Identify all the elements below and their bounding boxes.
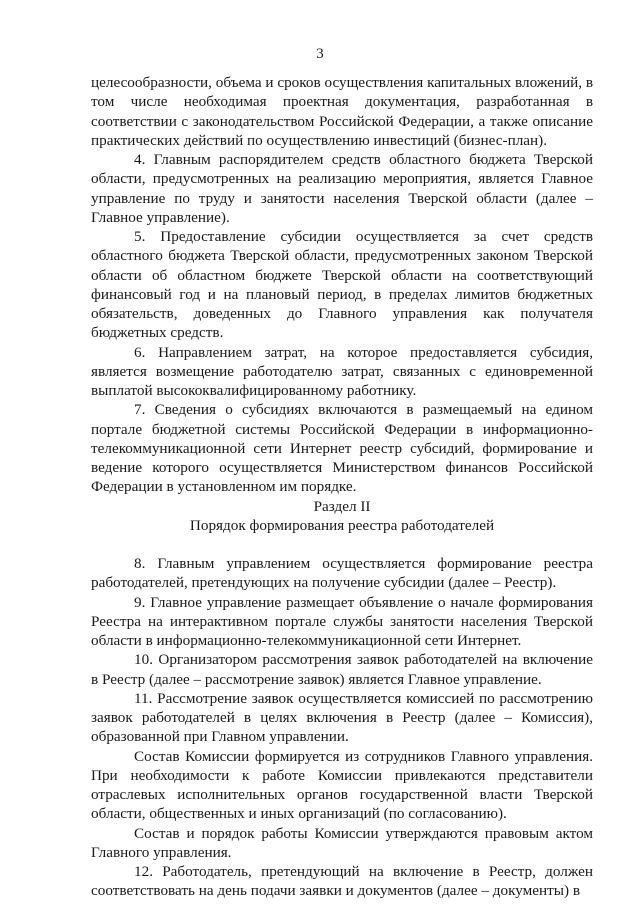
paragraph-commission-procedure: Состав и порядок работы Комиссии утверждаются правовым актом Главного управления. <box>91 824 593 861</box>
paragraph-10: 10. Организатором рассмотрения заявок работодателей на включение в Реестр (далее – рассмотрение заявок) является Главное управление. <box>91 651 593 688</box>
paragraph-9: 9. Главное управление размещает объявление о начале формирования Реестра на интерактивном портале службы занятости населения Тверской области в информационно-телекоммуникационной сети Интернет. <box>91 593 593 649</box>
paragraph-4: 4. Главным распорядителем средств областного бюджета Тверской области, предусмотренных на реализацию мероприятия, является Главное управление по труду и занятости населения Тверской области (далее – Главное управление). <box>91 151 593 226</box>
section-title: Порядок формирования реестра работодателей <box>189 516 495 534</box>
paragraph-11: 11. Рассмотрение заявок осуществляется комиссией по рассмотрению заявок работодателей в целях включения в Реестр (далее – Комиссия), образованной при Главном управлении. <box>91 689 593 746</box>
page-number: 3 <box>316 46 324 62</box>
paragraph-12: 12. Работодатель, претендующий на включение в Реестр, должен соответствовать на день подачи заявки и документов (далее – документы) в <box>91 863 593 900</box>
paragraph-commission-composition: Состав Комиссии формируется из сотрудников Главного управления. При необходимости к работе Комиссии привлекаются представители отраслевых исполнительных органов государственной власти Тверской области, общественных и иных организаций (по согласованию). <box>91 747 593 823</box>
paragraph-6: 6. Направлением затрат, на которое предоставляется субсидия, является возмещение работодателю затрат, связанных с единовременной выплатой высококвалифицированному работнику. <box>91 343 593 399</box>
paragraph-5: 5. Предоставление субсидии осуществляется за счет средств областного бюджета Тверской области, предусмотренных законом Тверской области об областном бюджете Тверской области на соответствующий финансовый год и на плановый период, в пределах лимитов бюджетных обязательств, доведенных до Главного управления как получателя бюджетных средств. <box>91 228 593 342</box>
document-body <box>91 73 593 901</box>
paragraph-8: 8. Главным управлением осуществляется формирование реестра работодателей, претендующих на получение субсидии (далее – Реестр). <box>91 555 593 592</box>
paragraph-continuation: целесообразности, объема и сроков осуществления капитальных вложений, в том числе необходимая проектная документация, разработанная в соответствии с законодательством Российской Федерации, а также описание практических действий по осуществлению инвестиций (бизнес-план). <box>91 74 593 149</box>
paragraph-7: 7. Сведения о субсидиях включаются в размещаемый на едином портале бюджетной системы Российской Федерации в информационно-телекоммуникационной сети Интернет реестр субсидий, формирование и ведение которого осуществляется Министерством финансов Российской Федерации в установленном им порядке. <box>91 401 593 496</box>
section-label: Раздел II <box>313 497 371 515</box>
